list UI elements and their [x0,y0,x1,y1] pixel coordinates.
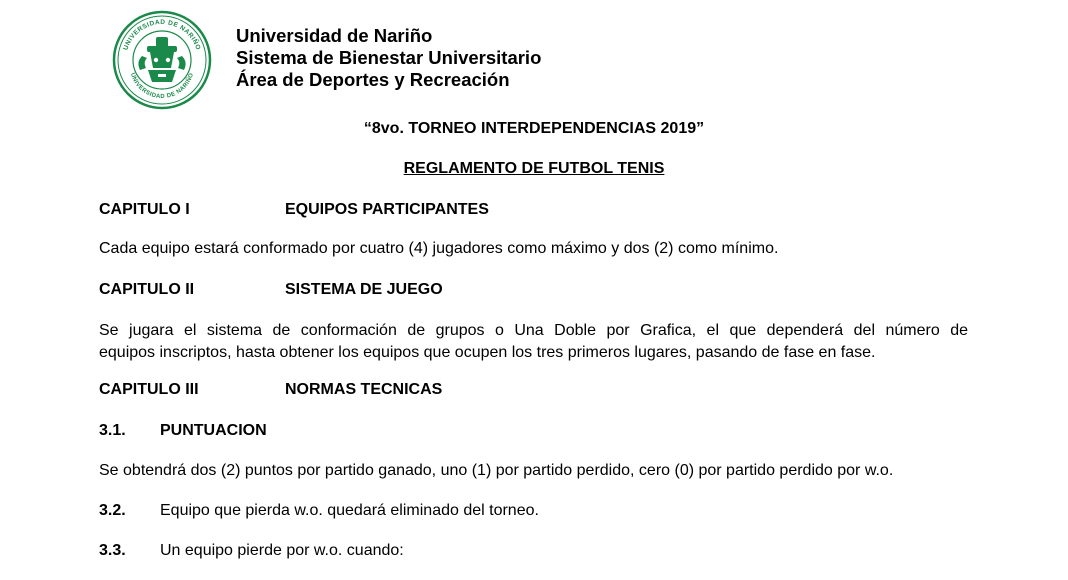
header-welfare-system: Sistema de Bienestar Universitario [236,47,542,68]
header-university-name: Universidad de Nariño [236,25,433,46]
svg-text:UNIVERSIDAD DE NARIÑO: UNIVERSIDAD DE NARIÑO [122,18,202,52]
section-3-1-text: Se obtendrá dos (2) puntos por partido ganado, uno (1) por partido perdido, cero (0) por partido perdido por w.o. [99,462,894,479]
section-3-1-title: PUNTUACION [160,422,267,439]
rules-title: REGLAMENTO DE FUTBOL TENIS [403,160,665,177]
rules-title-wrap [0,160,1068,178]
chapter-1-text: Cada equipo estará conformado por cuatro (4) jugadores como máximo y dos (2) como mínimo. [99,240,779,257]
section-3-3-number: 3.3. [99,542,126,559]
section-3-3-text: Un equipo pierde por w.o. cuando: [160,542,404,559]
chapter-2-paragraph [99,320,968,364]
chapter-2-text-line-2: equipos inscriptos, hasta obtener los equipos que ocupen los tres primeros lugares, pasando de fase en fase. [99,344,876,361]
section-3-2-number: 3.2. [99,502,126,519]
chapter-2-title: SISTEMA DE JUEGO [285,281,443,298]
section-3-1-number: 3.1. [99,422,126,439]
svg-text:UNIVERSIDAD DE NARIÑO: UNIVERSIDAD DE NARIÑO [128,72,196,101]
chapter-3-number: CAPITULO III [99,381,199,398]
chapter-3-title: NORMAS TECNICAS [285,381,443,398]
university-seal-logo [112,10,212,110]
header-sports-area: Área de Deportes y Recreación [236,69,510,90]
chapter-1-number: CAPITULO I [99,201,190,218]
chapter-2-number: CAPITULO II [99,281,195,298]
chapter-2-text-line-1: Se jugara el sistema de conformación de grupos o Una Doble por Grafica, el que dependerá del número de [99,322,968,339]
seal-emblem [138,37,185,82]
chapter-1-title: EQUIPOS PARTICIPANTES [285,201,489,218]
event-title: “8vo. TORNEO INTERDEPENDENCIAS 2019” [363,120,705,137]
section-3-2-text: Equipo que pierda w.o. quedará eliminado del torneo. [160,502,539,519]
